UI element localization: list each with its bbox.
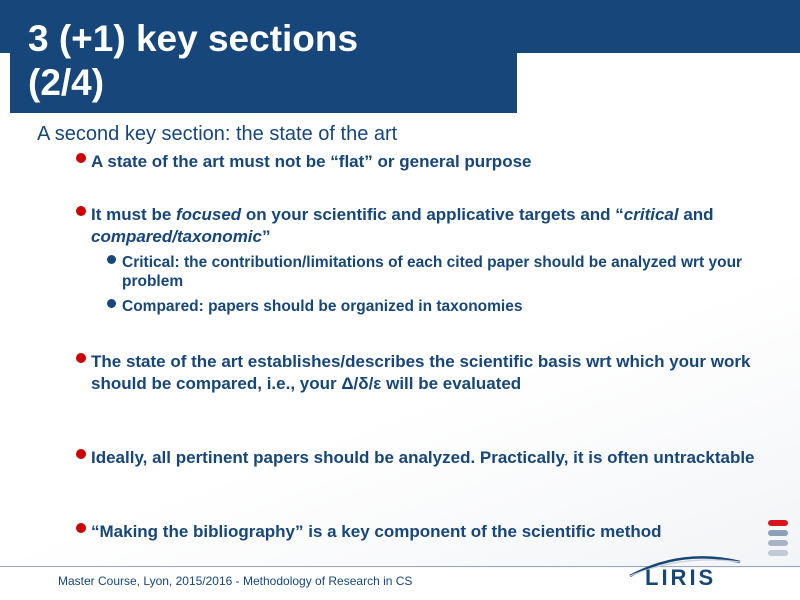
section-heading: A second key section: the state of the art [37, 123, 398, 145]
item-2-part-a: It must be [91, 205, 177, 224]
stacked-bars-icon [768, 520, 790, 564]
title-line-2: (2/4) [28, 62, 105, 103]
bar-grey-3 [768, 550, 788, 556]
item-2-part-e: and [678, 205, 714, 224]
bar-red [768, 520, 788, 526]
bullet-item-1: A state of the art must not be “flat” or general purpose [91, 152, 532, 171]
bullet-item-3: The state of the art establishes/describes the scientific basis wrt which your work should be compared, i.e., your Δ/δ/ε will be evaluated [91, 352, 751, 393]
bullet-item-2 [91, 204, 761, 248]
logo-text: LIRIS [645, 565, 717, 590]
bullet-item-4: Ideally, all pertinent papers should be analyzed. Practically, it is often untracktable [91, 448, 755, 467]
red-bullet-icon [76, 153, 86, 163]
bar-grey-2 [768, 540, 788, 546]
navy-sub-bullet-icon [107, 255, 116, 264]
navy-sub-bullet-icon [107, 299, 116, 308]
sub-item-1: Critical: the contribution/limitations of each cited paper should be analyzed wrt your problem [122, 254, 743, 290]
footer-text: Master Course, Lyon, 2015/2016 - Methodology of Research in CS [58, 574, 413, 588]
bullet-item-5: “Making the bibliography” is a key component of the scientific method [91, 522, 662, 541]
red-bullet-icon [76, 523, 86, 533]
item-2-part-g: ” [262, 227, 271, 246]
item-2-part-c: on your scientific and applicative targets and “ [241, 205, 624, 224]
item-2-part-d: critical [623, 205, 679, 224]
sub-item-2: Compared: papers should be organized in taxonomies [122, 298, 523, 315]
item-2-part-b: focused [176, 205, 242, 224]
red-bullet-icon [76, 206, 86, 216]
red-bullet-icon [76, 353, 86, 363]
bar-grey-1 [768, 530, 788, 536]
slide-title [28, 17, 508, 105]
red-bullet-icon [76, 449, 86, 459]
item-2-part-f: compared/taxonomic [91, 227, 262, 246]
title-line-1: 3 (+1) key sections [28, 18, 359, 59]
